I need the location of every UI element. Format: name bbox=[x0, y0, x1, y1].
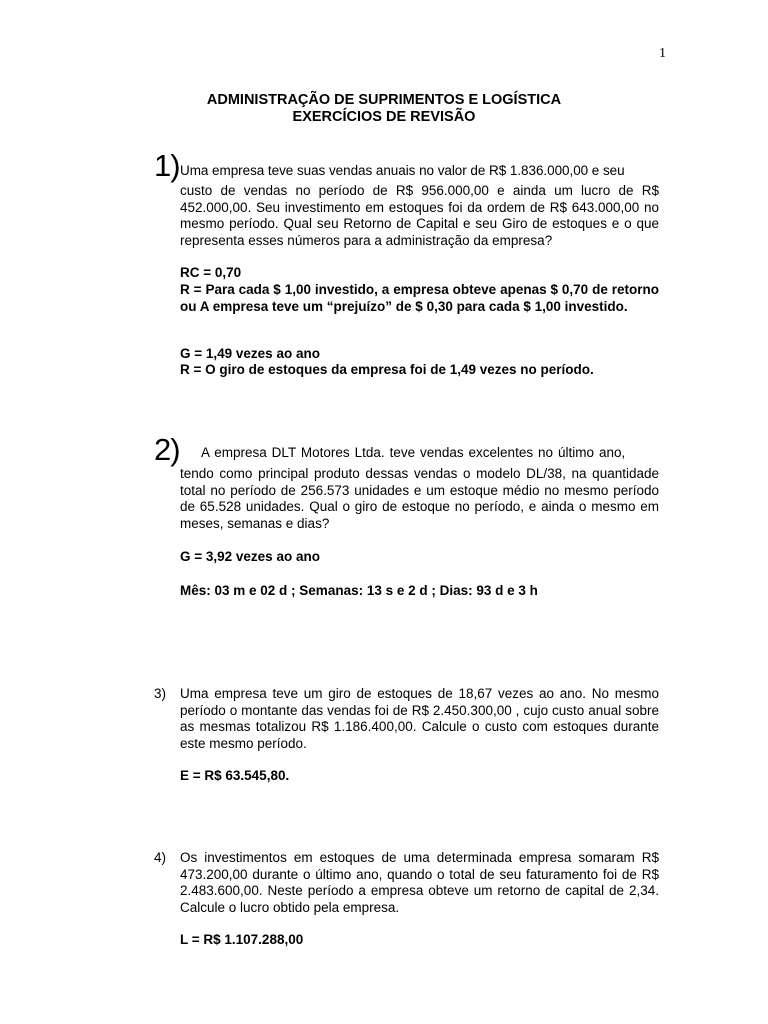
question-1-first-line: Uma empresa teve suas vendas anuais no valor de R$ 1.836.000,00 e seu bbox=[180, 163, 625, 178]
question-1-number: 1) bbox=[154, 148, 180, 183]
question-3-text: Uma empresa teve um giro de estoques de 18,67 vezes ao ano. No mesmo período o montante das vendas foi de R$ 2.450.300,00 , cujo custo anual sobre as mesmas totalizou R$ 1.186.400,00. Calcule o custo com estoques durante este mesmo período. bbox=[180, 686, 659, 751]
question-4-text: Os investimentos em estoques de uma determinada empresa somaram R$ 473.200,00 durante o último ano, quando o total de seu faturamento foi de R$ 2.483.600,00. Neste período a empresa obteve um retorno de capital de 2,34. Calcule o lucro obtido pela empresa. bbox=[180, 850, 659, 915]
question-1-rc-answer: R = Para cada $ 1,00 investido, a empresa obteve apenas $ 0,70 de retorno ou A empresa teve um “prejuízo” de $ 0,30 para cada $ 1,00 investido. bbox=[180, 282, 659, 314]
question-2-text: tendo como principal produto dessas vendas o modelo DL/38, na quantidade total no período de 256.573 unidades e um estoque médio no mesmo período de 65.528 unidades. Qual o giro de estoque no período, e ainda o mesmo em meses, semanas e dias? bbox=[180, 466, 659, 531]
question-2-time: Mês: 03 m e 02 d ; Semanas: 13 s e 2 d ; Dias: 93 d e 3 h bbox=[180, 583, 538, 598]
question-2-giro: G = 3,92 vezes ao ano bbox=[180, 549, 320, 564]
page-number: 1 bbox=[659, 46, 666, 61]
title-line-2: EXERCÍCIOS DE REVISÃO bbox=[292, 109, 476, 125]
question-4-number: 4) bbox=[154, 850, 167, 865]
question-1-rc: RC = 0,70 bbox=[180, 265, 242, 280]
question-2-number: 2) bbox=[154, 432, 180, 467]
question-1-giro: G = 1,49 vezes ao ano bbox=[180, 346, 320, 361]
question-3-answer: E = R$ 63.545,80. bbox=[180, 768, 290, 783]
document-title bbox=[150, 92, 618, 126]
question-2-first-line: A empresa DLT Motores Ltda. teve vendas excelentes no último ano, bbox=[201, 445, 626, 460]
question-4-answer: L = R$ 1.107.288,00 bbox=[180, 932, 304, 947]
question-1-text: custo de vendas no período de R$ 956.000,00 e ainda um lucro de R$ 452.000,00. Seu investimento em estoques foi da ordem de R$ 643.000,00 no mesmo período. Qual seu Retorno de Capital e seu Giro de estoques e o que representa esses números para a administração da empresa? bbox=[180, 183, 659, 248]
question-1-giro-answer: R = O giro de estoques da empresa foi de 1,49 vezes no período. bbox=[180, 362, 594, 377]
question-3-number: 3) bbox=[154, 686, 167, 701]
title-line-1: ADMINISTRAÇÃO DE SUPRIMENTOS E LOGÍSTICA bbox=[206, 92, 562, 108]
